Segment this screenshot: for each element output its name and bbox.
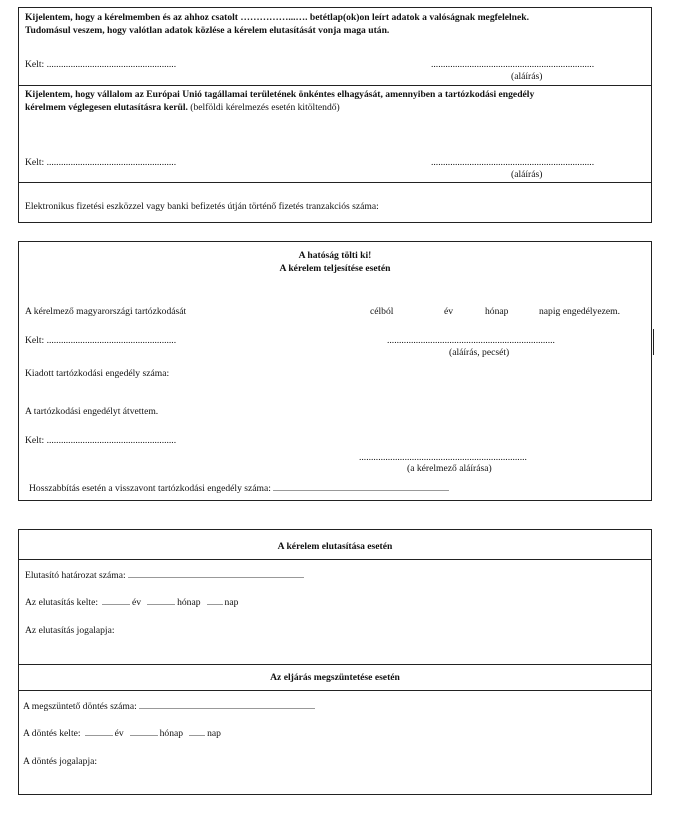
rejection-year-field[interactable]: [102, 604, 130, 605]
receipt-kelt[interactable]: Kelt: ......................................................: [25, 435, 177, 446]
payment-transaction-label: Elektronikus fizetési eszközzel vagy banki befizetés útján történő fizetés tranzakciós száma:: [25, 201, 379, 212]
declarations-box: [18, 7, 652, 223]
applicant-signature-line[interactable]: ......................................................................: [359, 452, 527, 463]
termination-legal-basis-label: A döntés jogalapja:: [23, 756, 98, 767]
rejection-legal-basis-label: Az elutasítás jogalapja:: [25, 625, 115, 636]
termination-month-field[interactable]: [130, 735, 158, 736]
declaration2-line2-note: (belföldi kérelmezés esetén kitöltendő): [187, 102, 340, 113]
divider: [19, 664, 651, 665]
declaration2-line2: [25, 102, 340, 114]
termination-title: Az eljárás megszüntetése esetén: [270, 672, 400, 683]
declaration2-signature-line[interactable]: ....................................................................: [431, 157, 595, 168]
termination-decision-number-field[interactable]: [139, 708, 315, 709]
rejection-day-field[interactable]: [207, 604, 223, 605]
rejection-termination-box: [18, 529, 652, 795]
rejection-decision-number-field[interactable]: [128, 577, 304, 578]
permit-received-text: A tartózkodási engedélyt átvettem.: [25, 406, 159, 417]
rejection-date-label: Az elutasítás kelte: év hónap nap: [25, 597, 239, 608]
termination-year-field[interactable]: [85, 735, 113, 736]
declaration2-kelt[interactable]: Kelt: ......................................................: [25, 157, 177, 168]
authority-subtitle: A kérelem teljesítése esetén: [279, 263, 391, 274]
permit-year-field[interactable]: év: [444, 306, 454, 317]
termination-day-field[interactable]: [189, 735, 205, 736]
applicant-signature-label: (a kérelmező aláírása): [407, 463, 492, 474]
declaration1-signature-line[interactable]: ....................................................................: [431, 59, 595, 70]
issued-permit-number-label: Kiadott tartózkodási engedély száma:: [25, 368, 170, 379]
permit-day-field[interactable]: napig engedélyezem.: [539, 306, 620, 317]
rejection-decision-number-label: Elutasító határozat száma:: [25, 570, 304, 582]
permit-month-field[interactable]: hónap: [485, 306, 509, 317]
declaration1-kelt[interactable]: Kelt: ......................................................: [25, 59, 177, 70]
authority-signature-label: (aláírás, pecsét): [449, 347, 510, 358]
divider: [19, 690, 651, 691]
termination-date-label: A döntés kelte: év hónap nap: [23, 728, 221, 739]
termination-decision-number-label: A megszüntető döntés száma:: [23, 701, 315, 713]
declaration1-line1: Kijelentem, hogy a kérelmemben és az ahhoz csatolt ……………...…. betétlap(ok)on leírt adatok a valóságnak megfelelnek.: [25, 12, 529, 23]
declaration1-line2: Tudomásul veszem, hogy valótlan adatok közlése a kérelem elutasítását vonja maga után.: [25, 25, 390, 36]
divider: [19, 85, 651, 86]
extension-revoked-permit-field[interactable]: [273, 490, 449, 491]
permit-purpose-field[interactable]: célból: [370, 306, 394, 317]
rejection-title: A kérelem elutasítása esetén: [277, 541, 393, 552]
divider: [19, 182, 651, 183]
declaration1-signature-label: (aláírás): [511, 71, 543, 82]
rejection-month-field[interactable]: [147, 604, 175, 605]
divider: [19, 559, 651, 560]
declaration2-line1: Kijelentem, hogy vállalom az Európai Unió tagállamai területének önkéntes elhagyását, amennyiben a tartózkodási engedély: [25, 89, 535, 100]
authority-title: A hatóság tölti ki!: [298, 250, 372, 261]
margin-mark: [653, 329, 654, 355]
authority-box: [18, 241, 652, 501]
declaration2-signature-label: (aláírás): [511, 169, 543, 180]
authority-signature-line[interactable]: ......................................................................: [387, 335, 555, 346]
extension-revoked-permit-label: Hosszabbítás esetén a visszavont tartózkodási engedély száma:: [29, 483, 449, 495]
permit-text: A kérelmező magyarországi tartózkodását: [25, 306, 187, 317]
authority-kelt[interactable]: Kelt: ......................................................: [25, 335, 177, 346]
declaration2-line2-bold: kérelmem véglegesen elutasításra kerül.: [25, 102, 188, 113]
